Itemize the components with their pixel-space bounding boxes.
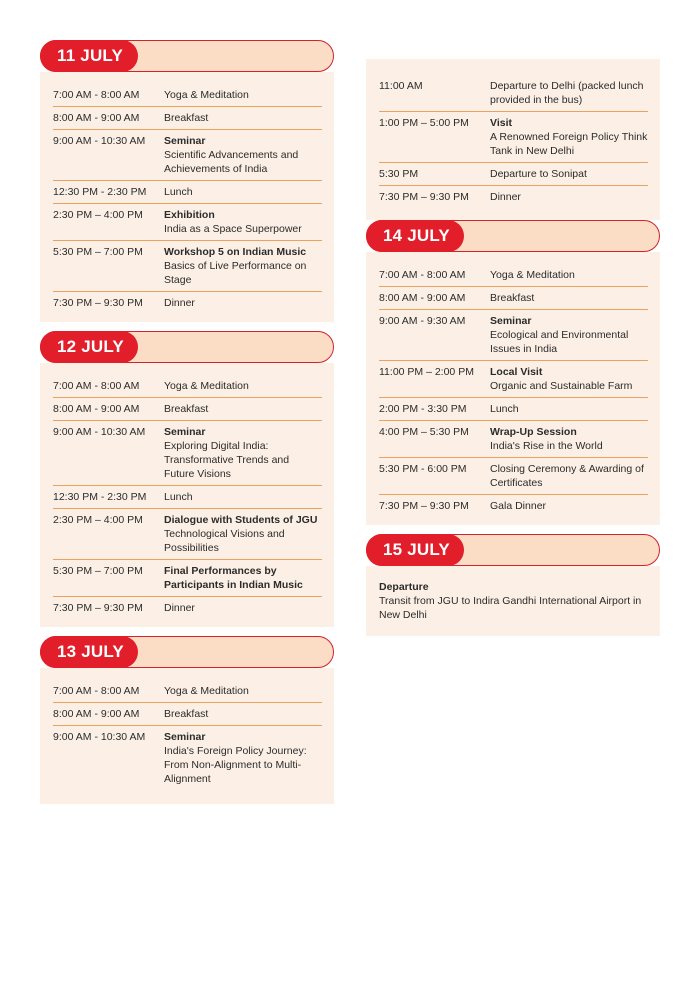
schedule-row bbox=[379, 458, 648, 495]
row-description bbox=[490, 190, 648, 204]
row-text: Closing Ceremony & Awarding of Certificates bbox=[490, 463, 644, 489]
row-description bbox=[164, 490, 322, 504]
day-header-14-july bbox=[366, 220, 660, 252]
row-time: 11:00 PM – 2:00 PM bbox=[379, 366, 474, 378]
schedule-row bbox=[379, 75, 648, 112]
row-time: 9:00 AM - 10:30 AM bbox=[53, 731, 146, 743]
day-label: 15 JULY bbox=[366, 534, 464, 566]
row-description bbox=[490, 167, 648, 181]
row-description bbox=[490, 116, 648, 158]
row-time: 7:00 AM - 8:00 AM bbox=[53, 685, 140, 697]
row-description bbox=[490, 402, 648, 416]
row-description bbox=[490, 79, 648, 107]
row-text: Dinner bbox=[164, 297, 195, 309]
schedule-row bbox=[53, 726, 322, 790]
row-text: Dinner bbox=[164, 602, 195, 614]
schedule-row bbox=[379, 421, 648, 458]
row-description bbox=[490, 268, 648, 282]
row-time: 1:00 PM – 5:00 PM bbox=[379, 117, 469, 129]
schedule-row bbox=[53, 107, 322, 130]
schedule-panel-13-july bbox=[40, 668, 334, 804]
row-text: Lunch bbox=[164, 491, 193, 503]
schedule-row bbox=[379, 112, 648, 163]
schedule-row bbox=[379, 361, 648, 398]
schedule-row bbox=[379, 398, 648, 421]
schedule-row bbox=[53, 421, 322, 486]
row-time: 4:00 PM – 5:30 PM bbox=[379, 426, 469, 438]
row-description bbox=[164, 684, 322, 698]
row-text: Scientific Advancements and Achievements of India bbox=[164, 149, 299, 175]
row-description bbox=[164, 601, 322, 615]
row-time: 8:00 AM - 9:00 AM bbox=[53, 708, 140, 720]
schedule-row bbox=[53, 241, 322, 292]
row-description bbox=[164, 134, 322, 176]
day-label: 13 JULY bbox=[40, 636, 138, 668]
row-text: Technological Visions and Possibilities bbox=[164, 528, 285, 554]
row-title: Visit bbox=[490, 117, 512, 129]
schedule-row bbox=[53, 398, 322, 421]
day-label: 12 JULY bbox=[40, 331, 138, 363]
schedule-row bbox=[379, 163, 648, 186]
row-time: 8:00 AM - 9:00 AM bbox=[379, 292, 466, 304]
row-description bbox=[490, 462, 648, 490]
row-title: Seminar bbox=[164, 731, 206, 743]
row-text: Breakfast bbox=[164, 112, 209, 124]
row-text: Organic and Sustainable Farm bbox=[490, 380, 633, 392]
schedule-row bbox=[379, 495, 648, 517]
row-text: A Renowned Foreign Policy Think Tank in New Delhi bbox=[490, 131, 648, 157]
day-header-13-july bbox=[40, 636, 334, 668]
schedule-row bbox=[53, 375, 322, 398]
row-text: India's Rise in the World bbox=[490, 440, 603, 452]
row-text: Exploring Digital India: Transformative Trends and Future Visions bbox=[164, 440, 290, 480]
row-description bbox=[164, 88, 322, 102]
row-text: India's Foreign Policy Journey: From Non-Alignment to Multi-Alignment bbox=[164, 745, 307, 785]
row-text: Breakfast bbox=[164, 403, 209, 415]
row-text: Departure to Delhi (packed lunch provided in the bus) bbox=[490, 80, 644, 106]
schedule-row bbox=[53, 486, 322, 509]
row-description bbox=[164, 707, 322, 721]
schedule-panel-14-july bbox=[366, 252, 660, 525]
row-text: Dinner bbox=[490, 191, 521, 203]
row-text: Yoga & Meditation bbox=[490, 269, 575, 281]
row-description bbox=[164, 564, 322, 592]
schedule-panel-13-july-continued bbox=[366, 59, 660, 220]
row-time: 2:30 PM – 4:00 PM bbox=[53, 209, 143, 221]
row-title: Dialogue with Students of JGU bbox=[164, 514, 318, 526]
row-title: Seminar bbox=[490, 315, 532, 327]
row-description bbox=[164, 185, 322, 199]
schedule-row bbox=[53, 597, 322, 619]
row-time: 7:00 AM - 8:00 AM bbox=[379, 269, 466, 281]
row-time: 12:30 PM - 2:30 PM bbox=[53, 491, 147, 503]
right-column bbox=[366, 59, 660, 636]
row-title: Seminar bbox=[164, 426, 206, 438]
row-time: 9:00 AM - 10:30 AM bbox=[53, 135, 146, 147]
row-title: Local Visit bbox=[490, 366, 543, 378]
row-description bbox=[164, 513, 322, 555]
row-description bbox=[164, 425, 322, 481]
row-title: Seminar bbox=[164, 135, 206, 147]
day-header-12-july bbox=[40, 331, 334, 363]
row-time: 5:30 PM – 7:00 PM bbox=[53, 565, 143, 577]
row-time: 7:30 PM – 9:30 PM bbox=[379, 500, 469, 512]
schedule-panel-11-july bbox=[40, 72, 334, 322]
row-text: Gala Dinner bbox=[490, 500, 547, 512]
row-text: Departure to Sonipat bbox=[490, 168, 587, 180]
departure-text: Transit from JGU to Indira Gandhi International Airport in New Delhi bbox=[379, 595, 642, 621]
schedule-row bbox=[53, 560, 322, 597]
row-time: 8:00 AM - 9:00 AM bbox=[53, 112, 140, 124]
day-header-15-july bbox=[366, 534, 660, 566]
schedule-row bbox=[53, 130, 322, 181]
row-time: 2:30 PM – 4:00 PM bbox=[53, 514, 143, 526]
row-title: Exhibition bbox=[164, 209, 215, 221]
schedule-panel-15-july bbox=[366, 566, 660, 636]
row-time: 7:00 AM - 8:00 AM bbox=[53, 89, 140, 101]
row-time: 11:00 AM bbox=[379, 80, 423, 92]
row-time: 7:30 PM – 9:30 PM bbox=[53, 602, 143, 614]
row-text: Lunch bbox=[490, 403, 519, 415]
row-text: Basics of Live Performance on Stage bbox=[164, 260, 307, 286]
day-label: 14 JULY bbox=[366, 220, 464, 252]
row-description bbox=[490, 365, 648, 393]
schedule-row bbox=[53, 204, 322, 241]
schedule-row bbox=[53, 181, 322, 204]
row-time: 5:30 PM - 6:00 PM bbox=[379, 463, 467, 475]
row-description bbox=[164, 379, 322, 393]
row-title: Workshop 5 on Indian Music bbox=[164, 246, 307, 258]
row-time: 7:00 AM - 8:00 AM bbox=[53, 380, 140, 392]
row-title: Wrap-Up Session bbox=[490, 426, 577, 438]
row-description bbox=[164, 730, 322, 786]
schedule-row bbox=[53, 84, 322, 107]
row-description bbox=[164, 402, 322, 416]
row-description bbox=[164, 245, 322, 287]
row-text: India as a Space Superpower bbox=[164, 223, 302, 235]
row-text: Breakfast bbox=[490, 292, 535, 304]
row-text: Yoga & Meditation bbox=[164, 380, 249, 392]
row-time: 5:30 PM bbox=[379, 168, 419, 180]
schedule-row bbox=[53, 703, 322, 726]
row-description bbox=[490, 499, 648, 513]
row-description bbox=[164, 296, 322, 310]
row-time: 9:00 AM - 9:30 AM bbox=[379, 315, 466, 327]
day-label: 11 JULY bbox=[40, 40, 138, 72]
row-description bbox=[490, 291, 648, 305]
row-description bbox=[164, 208, 322, 236]
schedule-row bbox=[53, 509, 322, 560]
row-description bbox=[490, 425, 648, 453]
row-time: 7:30 PM – 9:30 PM bbox=[53, 297, 143, 309]
row-time: 9:00 AM - 10:30 AM bbox=[53, 426, 146, 438]
row-text: Breakfast bbox=[164, 708, 209, 720]
row-text: Ecological and Environmental Issues in India bbox=[490, 329, 629, 355]
row-text: Yoga & Meditation bbox=[164, 685, 249, 697]
row-time: 5:30 PM – 7:00 PM bbox=[53, 246, 143, 258]
row-description bbox=[164, 111, 322, 125]
row-time: 8:00 AM - 9:00 AM bbox=[53, 403, 140, 415]
left-column bbox=[40, 40, 334, 804]
schedule-row bbox=[53, 292, 322, 314]
schedule-row bbox=[379, 310, 648, 361]
departure-title: Departure bbox=[379, 581, 429, 593]
day-header-11-july bbox=[40, 40, 334, 72]
schedule-row bbox=[379, 264, 648, 287]
row-text: Lunch bbox=[164, 186, 193, 198]
row-time: 12:30 PM - 2:30 PM bbox=[53, 186, 147, 198]
row-title: Final Performances by Participants in Indian Music bbox=[164, 565, 303, 591]
schedule-row bbox=[53, 680, 322, 703]
schedule-row bbox=[379, 186, 648, 208]
row-description bbox=[490, 314, 648, 356]
row-text: Yoga & Meditation bbox=[164, 89, 249, 101]
row-time: 2:00 PM - 3:30 PM bbox=[379, 403, 467, 415]
schedule-row bbox=[379, 287, 648, 310]
schedule-panel-12-july bbox=[40, 363, 334, 627]
row-time: 7:30 PM – 9:30 PM bbox=[379, 191, 469, 203]
